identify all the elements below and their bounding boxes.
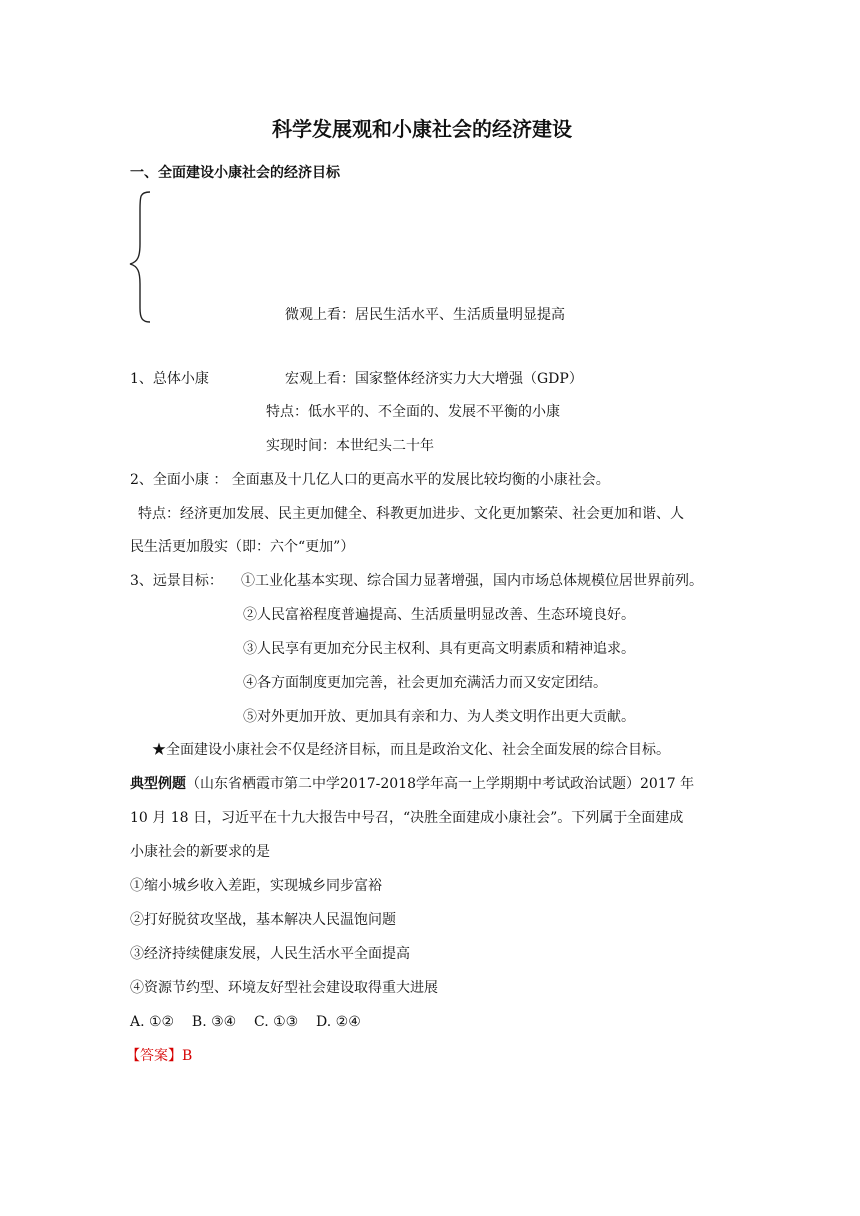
answer-tag: 【答案】 bbox=[126, 1048, 182, 1064]
option-item: ③经济持续健康发展，人民生活水平全面提高 bbox=[130, 946, 410, 962]
micro-view-text: 微观上看：居民生活水平、生活质量明显提高 bbox=[285, 307, 565, 323]
example-label: 典型例题 bbox=[130, 776, 186, 792]
goal-item: ⑤对外更加开放、更加具有亲和力、为人类文明作出更大贡献。 bbox=[243, 709, 635, 725]
answer-line bbox=[126, 1047, 192, 1065]
item-1-label: 1、总体小康 bbox=[130, 371, 209, 387]
goal-item: ④各方面制度更加完善，社会更加充满活力而又安定团结。 bbox=[243, 675, 607, 691]
option-item: ①缩小城乡收入差距，实现城乡同步富裕 bbox=[130, 878, 382, 894]
macro-view-text: 宏观上看：国家整体经济实力大大增强（GDP） bbox=[285, 371, 583, 387]
item-2-features-line1: 特点：经济更加发展、民主更加健全、科教更加进步、文化更加繁荣、社会更加和谐、人 bbox=[138, 506, 684, 522]
left-brace-icon bbox=[128, 190, 152, 324]
goal-item: ①工业化基本实现、综合国力显著增强，国内市场总体规模位居世界前列。 bbox=[241, 573, 703, 589]
item-3-label: 3、远景目标： bbox=[130, 573, 223, 589]
answer-value: B bbox=[182, 1048, 193, 1064]
option-item: ④资源节约型、环境友好型社会建设取得重大进展 bbox=[130, 980, 438, 996]
time-text: 实现时间：本世纪头二十年 bbox=[266, 438, 434, 454]
example-line2: 10 月 18 日，习近平在十九大报告中号召，“决胜全面建成小康社会”。下列属于全面建成 bbox=[130, 810, 684, 826]
item-2-text: 2、全面小康 ： 全面惠及十几亿人口的更高水平的发展比较均衡的小康社会。 bbox=[130, 472, 610, 488]
star-note: ★全面建设小康社会不仅是经济目标，而且是政治文化、社会全面发展的综合目标。 bbox=[152, 742, 670, 758]
goal-item: ②人民富裕程度普遍提高、生活质量明显改善、生态环境良好。 bbox=[243, 607, 635, 623]
section-heading: 一、全面建设小康社会的经济目标 bbox=[130, 165, 340, 181]
page-title: 科学发展观和小康社会的经济建设 bbox=[272, 117, 572, 141]
item-2-features-line2: 民生活更加殷实（即：六个“更加”） bbox=[130, 539, 355, 555]
answer-choices: A. ①② B. ③④ C. ①③ D. ②④ bbox=[130, 1014, 361, 1030]
features-text: 特点：低水平的、不全面的、发展不平衡的小康 bbox=[266, 404, 560, 420]
example-line1 bbox=[130, 775, 694, 793]
option-item: ②打好脱贫攻坚战，基本解决人民温饱问题 bbox=[130, 912, 396, 928]
example-source: （山东省栖霞市第二中学2017-2018学年高一上学期期中考试政治试题）2017 年 bbox=[186, 776, 695, 792]
goal-item: ③人民享有更加充分民主权利、具有更高文明素质和精神追求。 bbox=[243, 641, 635, 657]
example-line3: 小康社会的新要求的是 bbox=[130, 844, 270, 860]
